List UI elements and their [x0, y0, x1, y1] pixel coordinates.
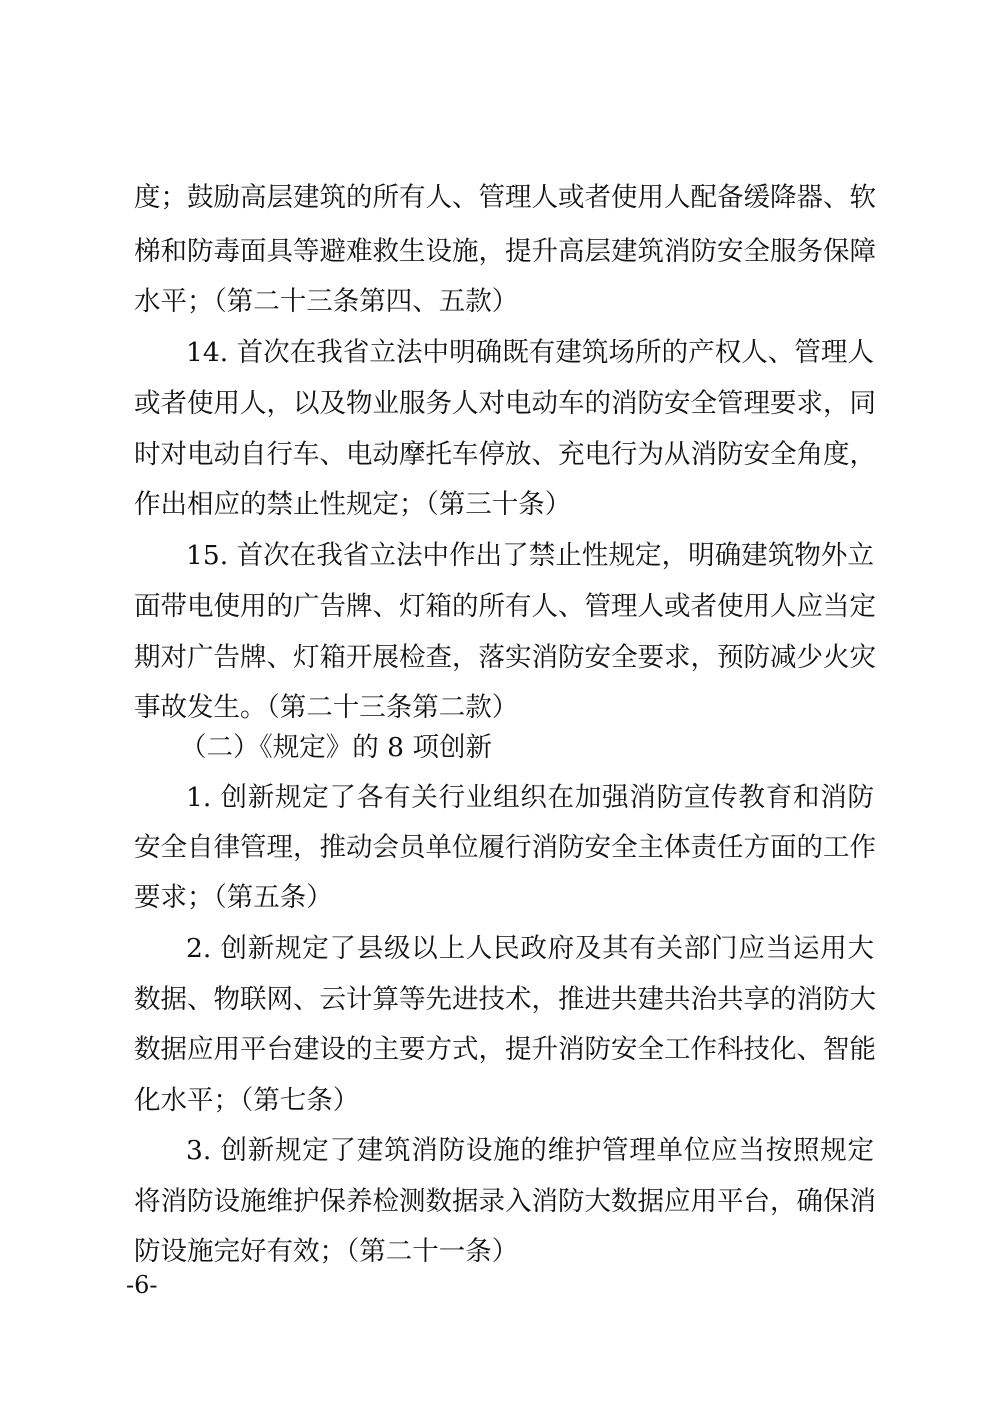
text-line: 将消防设施维护保养检测数据录入消防大数据应用平台，确保消	[134, 1186, 876, 1217]
text-line: 作出相应的禁止性规定；（第三十条）	[134, 489, 572, 520]
section-heading: （二）《规定》的 8 项创新	[180, 732, 492, 763]
text-line: 要求；（第五条）	[134, 882, 333, 913]
text-line: 14. 首次在我省立法中明确既有建筑场所的产权人、管理人	[186, 337, 874, 368]
text-line: 安全自律管理，推动会员单位履行消防安全主体责任方面的工作	[134, 832, 876, 863]
page-number: -6-	[126, 1271, 158, 1299]
text-line: 化水平；（第七条）	[134, 1085, 360, 1116]
text-line: 1. 创新规定了各有关行业组织在加强消防宣传教育和消防	[186, 782, 874, 813]
text-line: 数据应用平台建设的主要方式，提升消防安全工作科技化、智能	[134, 1034, 876, 1065]
text-line: 度；鼓励高层建筑的所有人、管理人或者使用人配备缓降器、软	[134, 182, 876, 213]
text-line: 15. 首次在我省立法中作出了禁止性规定，明确建筑物外立	[186, 540, 874, 571]
text-line: 事故发生。（第二十三条第二款）	[134, 692, 519, 723]
text-line: 或者使用人，以及物业服务人对电动车的消防安全管理要求，同	[134, 388, 876, 419]
text-line: 梯和防毒面具等避难救生设施，提升高层建筑消防安全服务保障	[134, 236, 876, 267]
text-line: 数据、物联网、云计算等先进技术，推进共建共治共享的消防大	[134, 984, 876, 1015]
text-line: 防设施完好有效；（第二十一条）	[134, 1236, 519, 1267]
text-line: 期对广告牌、灯箱开展检查，落实消防安全要求，预防减少火灾	[134, 642, 876, 673]
text-line: 时对电动自行车、电动摩托车停放、充电行为从消防安全角度，	[134, 439, 876, 470]
text-line: 水平；（第二十三条第四、五款）	[134, 286, 519, 317]
text-line: 2. 创新规定了县级以上人民政府及其有关部门应当运用大	[186, 933, 874, 964]
text-line: 3. 创新规定了建筑消防设施的维护管理单位应当按照规定	[186, 1135, 874, 1166]
text-line: 面带电使用的广告牌、灯箱的所有人、管理人或者使用人应当定	[134, 591, 876, 622]
